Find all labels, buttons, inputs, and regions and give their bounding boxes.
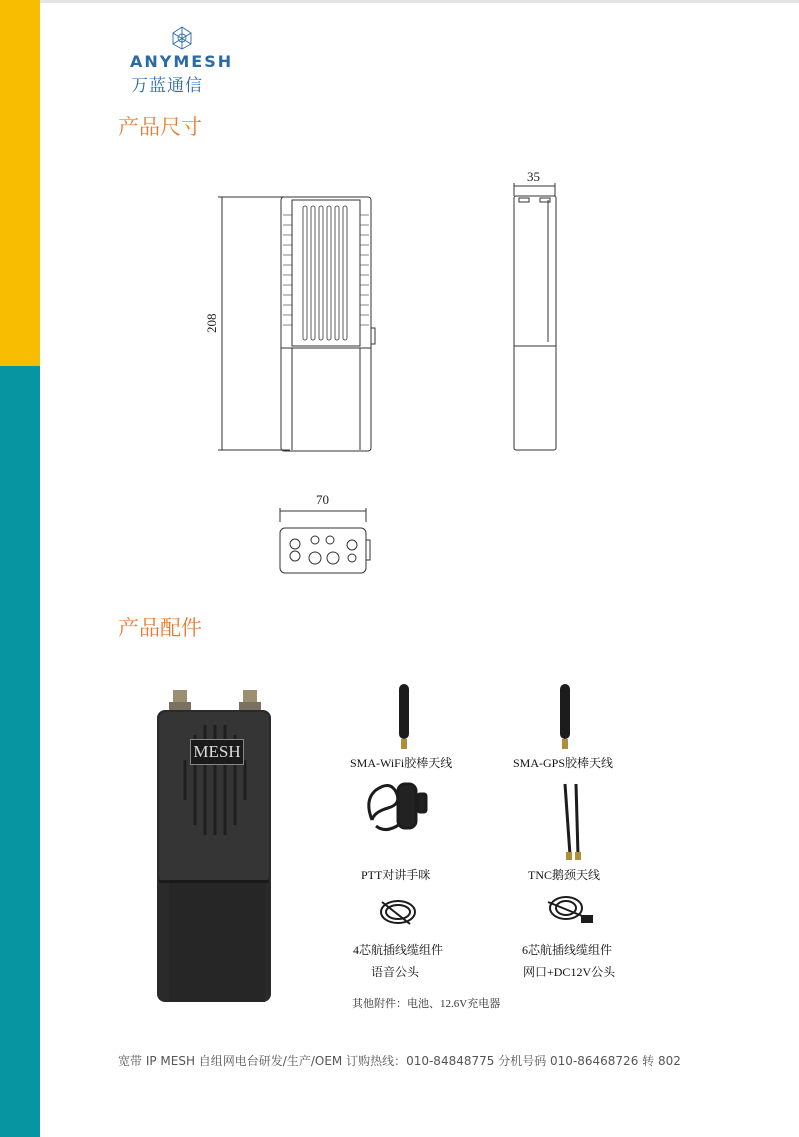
dimension-width: 70 [316,492,329,507]
accessory-label-ptt: PTT对讲手咪 [361,868,431,882]
accessory-label-4pin-cable: 4芯航插线缆组件 [353,943,444,957]
accessory-sub-4pin-cable: 语音公头 [371,965,420,979]
section-title-accessories: 产品配件 [118,616,202,640]
logo-text-en: ANYMESH [130,52,234,71]
6pin-cable-icon [548,897,592,922]
section-title-dimensions: 产品尺寸 [118,115,202,139]
side-view-drawing [514,183,556,450]
top-view-drawing [280,508,370,573]
accessory-label-wifi-antenna: SMA-WiFi胶棒天线 [350,756,453,770]
dimension-height: 208 [204,313,219,333]
logo-text-cn: 万蓝通信 [131,76,203,96]
dimension-depth: 35 [527,169,540,184]
accessory-icons [0,680,799,1010]
other-accessories-note: 其他附件：电池、12.6V充电器 [352,998,501,1010]
wifi-antenna-icon [399,684,409,749]
device-mesh-label: MESH [190,739,244,765]
tnc-gooseneck-antenna-icon [565,784,581,860]
accessory-label-tnc-antenna: TNC鹅颈天线 [528,868,601,882]
footer-text: 宽带 IP MESH 自组网电台研发/生产/OEM 订购热线：010-84848775 分机号码 010-86468726 转 802 [118,1054,681,1068]
accessory-sub-6pin-cable: 网口+DC12V公头 [523,965,616,979]
accessory-label-6pin-cable: 6芯航插线缆组件 [522,943,613,957]
4pin-cable-icon [381,901,415,924]
gps-antenna-icon [560,684,570,749]
accessory-label-gps-antenna: SMA-GPS胶棒天线 [513,756,614,770]
front-view-drawing [218,197,375,451]
ptt-microphone-icon [369,784,426,830]
